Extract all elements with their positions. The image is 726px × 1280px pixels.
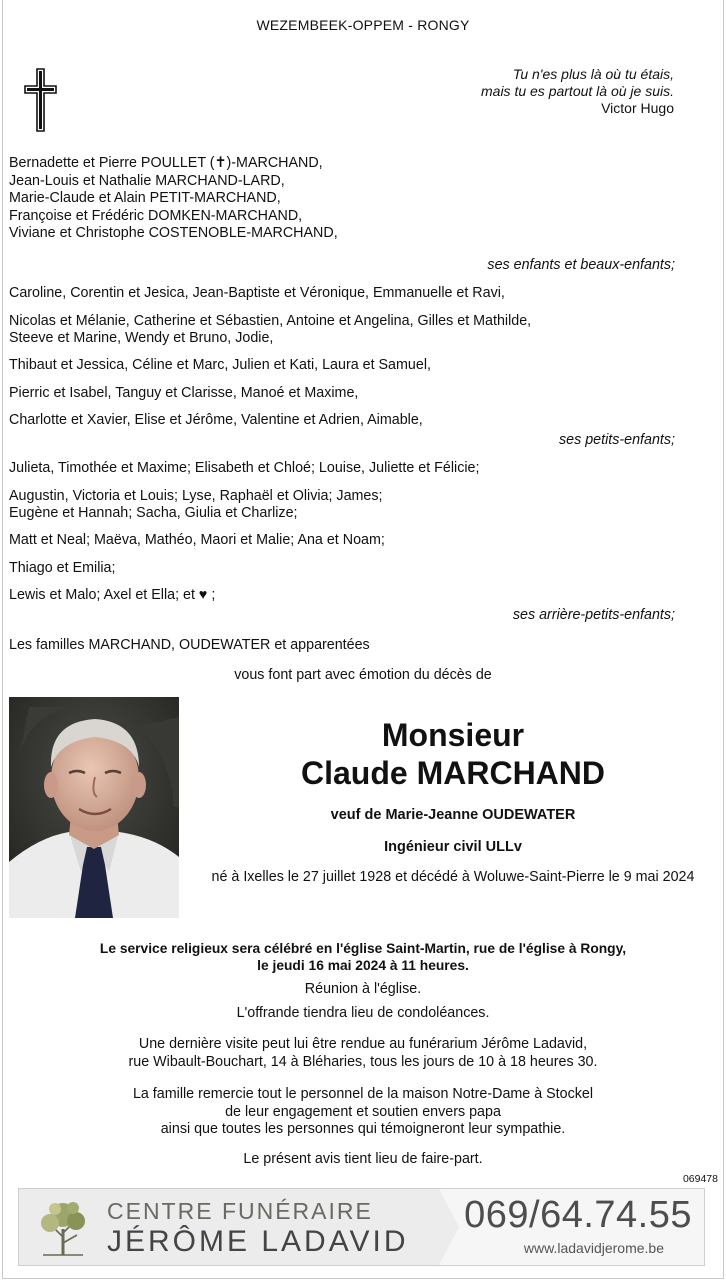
closing-line: Le présent avis tient lieu de faire-part. <box>243 1151 483 1167</box>
visit-line: rue Wibault-Bouchart, 14 à Bléharies, tous les jours de 10 à 18 heures 30. <box>128 1053 598 1070</box>
service-line: le jeudi 16 mai 2024 à 11 heures. <box>257 958 469 973</box>
banner-name-line1: CENTRE FUNÉRAIRE <box>107 1198 373 1224</box>
families-line: Les familles MARCHAND, OUDEWATER et apparentées <box>9 637 370 653</box>
family-line: Augustin, Victoria et Louis; Lyse, Raphaël et Olivia; James; <box>9 488 383 504</box>
deceased-title: Monsieur <box>381 717 525 753</box>
deceased-profession: Ingénieur civil ULLv <box>384 839 522 855</box>
family-line: Thiago et Emilia; <box>9 560 116 576</box>
thanks-line: ainsi que toutes les personnes qui témoigneront leur sympathie. <box>160 1121 566 1137</box>
thanks-line: de leur engagement et soutien envers papa <box>225 1103 501 1120</box>
service-info <box>0 940 726 974</box>
family-line: Eugène et Hannah; Sacha, Giulia et Charlize; <box>9 505 298 521</box>
family-line: Pierric et Isabel, Tanguy et Clarisse, Manoé et Maxime, <box>9 385 359 401</box>
family-line: Steeve et Marine, Wendy et Bruno, Jodie, <box>9 330 274 346</box>
family-line: Nicolas et Mélanie, Catherine et Sébastien, Antoine et Angelina, Gilles et Mathilde, <box>9 313 532 329</box>
children-role: ses enfants et beaux-enfants; <box>487 257 675 273</box>
banner-phone: 069/64.74.55 <box>464 1194 692 1236</box>
offering-line: L'offrande tiendra lieu de condoléances. <box>236 1005 490 1021</box>
header-location: WEZEMBEEK-OPPEM - RONGY <box>256 17 470 33</box>
family-line: Marie-Claude et Alain PETIT-MARCHAND, <box>9 190 281 206</box>
service-line: Le service religieux sera célébré en l'église Saint-Martin, rue de l'église à Rongy, <box>99 941 627 956</box>
tree-logo-icon <box>33 1197 93 1257</box>
funeral-home-banner <box>18 1188 705 1266</box>
family-line: Françoise et Frédéric DOMKEN-MARCHAND, <box>9 207 303 224</box>
family-line: Viviane et Christophe COSTENOBLE-MARCHAND, <box>9 225 338 241</box>
children-list <box>9 155 338 243</box>
reunion-line: Réunion à l'église. <box>304 981 422 997</box>
quote-author: Victor Hugo <box>601 100 674 116</box>
deceased-name: Claude MARCHAND <box>301 755 605 791</box>
latin-cross-icon <box>24 68 57 132</box>
family-line: Caroline, Corentin et Jesica, Jean-Baptiste et Véronique, Emmanuelle et Ravi, <box>9 285 505 301</box>
reference-number: 069478 <box>682 1173 718 1185</box>
quote-line: mais tu es partout là où je suis. <box>481 83 674 99</box>
family-line: Thibaut et Jessica, Céline et Marc, Julien et Kati, Laura et Samuel, <box>9 357 431 373</box>
deceased-dates: né à Ixelles le 27 juillet 1928 et décédé à Woluwe-Saint-Pierre le 9 mai 2024 <box>211 869 695 885</box>
family-line: Bernadette et Pierre POULLET (✝)-MARCHAND, <box>9 155 323 171</box>
family-line: Julieta, Timothée et Maxime; Elisabeth et Chloé; Louise, Juliette et Félicie; <box>9 460 480 476</box>
deceased-widower: veuf de Marie-Jeanne OUDEWATER <box>330 807 576 823</box>
great-grandchildren-role: ses arrière-petits-enfants; <box>512 607 675 623</box>
announcement-intro: vous font part avec émotion du décès de <box>234 667 492 683</box>
thanks-info <box>0 1086 726 1139</box>
visit-line: Une dernière visite peut lui être rendue au funérarium Jérôme Ladavid, <box>138 1036 588 1052</box>
family-line: Matt et Neal; Maëva, Mathéo, Maori et Malie; Ana et Noam; <box>9 532 385 548</box>
visit-info <box>0 1036 726 1071</box>
family-line: Jean-Louis et Nathalie MARCHAND-LARD, <box>9 172 285 189</box>
family-line: Charlotte et Xavier, Elise et Jérôme, Valentine et Adrien, Aimable, <box>9 412 423 428</box>
thanks-line: La famille remercie tout le personnel de la maison Notre-Dame à Stockel <box>132 1086 594 1102</box>
quote-block <box>481 66 674 117</box>
banner-name-line2: JÉRÔME LADAVID <box>107 1225 409 1258</box>
grandchildren-role: ses petits-enfants; <box>558 432 675 448</box>
family-line: Lewis et Malo; Axel et Ella; et ♥ ; <box>9 587 216 603</box>
portrait-photo <box>9 697 179 918</box>
banner-website: www.ladavidjerome.be <box>523 1240 664 1256</box>
quote-line: Tu n'es plus là où tu étais, <box>512 66 674 82</box>
